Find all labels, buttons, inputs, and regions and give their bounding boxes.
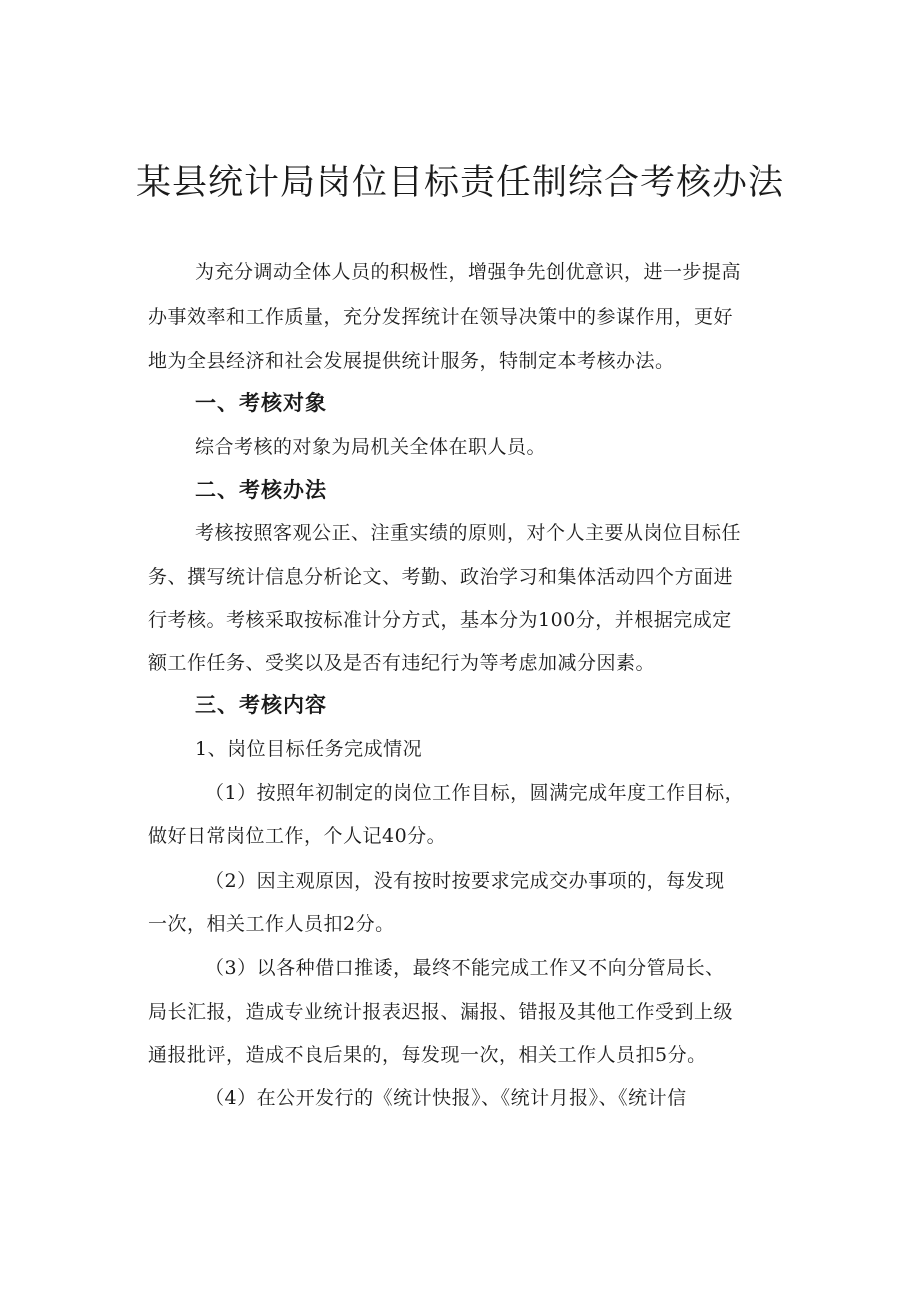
section-2-line-2: 务、撰写统计信息分析论文、考勤、政治学习和集体活动四个方面进	[148, 566, 734, 588]
intro-line-1: 为充分调动全体人员的积极性，增强争先创优意识，进一步提高	[195, 261, 742, 283]
section-heading-3: 三、考核内容	[195, 693, 327, 717]
item-3-line-3: 通报批评，造成不良后果的，每发现一次，相关工作人员扣5分。	[148, 1044, 707, 1066]
document-title: 某县统计局岗位目标责任制综合考核办法	[135, 163, 784, 203]
intro-line-3: 地为全县经济和社会发展提供统计服务，特制定本考核办法。	[148, 350, 675, 372]
section-2-line-3: 行考核。考核采取按标准计分方式，基本分为100分，并根据完成定	[148, 609, 732, 631]
item-2-line-1: （2）因主观原因，没有按时按要求完成交办事项的，每发现	[205, 870, 725, 892]
section-heading-2: 二、考核办法	[195, 478, 327, 502]
section-3-subheading: 1、岗位目标任务完成情况	[195, 738, 423, 760]
section-1-line-1: 综合考核的对象为局机关全体在职人员。	[195, 436, 547, 458]
item-2-line-2: 一次，相关工作人员扣2分。	[148, 913, 395, 935]
section-2-line-4: 额工作任务、受奖以及是否有违纪行为等考虑加减分因素。	[148, 652, 656, 674]
intro-line-2: 办事效率和工作质量，充分发挥统计在领导决策中的参谋作用，更好	[148, 306, 734, 328]
item-3-line-1: （3）以各种借口推诿，最终不能完成工作又不向分管局长、	[205, 957, 725, 979]
item-1-line-1: （1）按照年初制定的岗位工作目标，圆满完成年度工作目标，	[205, 782, 745, 804]
section-heading-1: 一、考核对象	[195, 391, 327, 415]
item-4-line-1: （4）在公开发行的《统计快报》、《统计月报》、《统计信	[205, 1087, 687, 1109]
section-2-line-1: 考核按照客观公正、注重实绩的原则，对个人主要从岗位目标任	[195, 522, 742, 544]
item-1-line-2: 做好日常岗位工作，个人记40分。	[148, 825, 447, 847]
item-3-line-2: 局长汇报，造成专业统计报表迟报、漏报、错报及其他工作受到上级	[148, 1001, 734, 1023]
